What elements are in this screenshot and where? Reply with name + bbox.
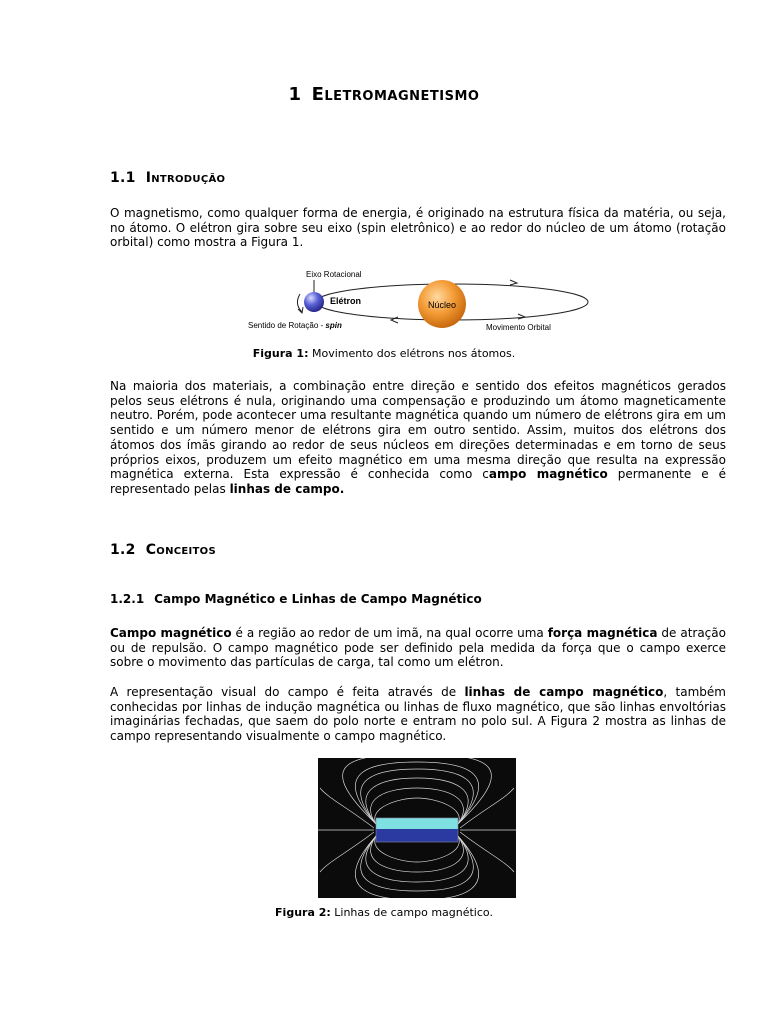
paragraph-text: de atração ou de repulsão. O campo magnético pode ser definido pela medida da força que o campo exerce sobre o movimento das partículas de carga, tal como um elétron. [110,626,726,670]
term-linhas-de-campo: linhas de campo. [229,481,345,496]
electron [304,292,324,312]
rotation-direction-label [248,321,342,330]
figure-2-caption [0,906,768,919]
subsection-title: Campo Magnético e Linhas de Campo Magnético [154,592,482,606]
subsection-number: 1.2.1 [110,592,145,606]
paragraph-text: permanente e é representado pelas [110,467,727,496]
orbit-arrow-top [510,280,517,285]
paragraph-text: , também conhecidas por linhas de indução magnética ou linhas de fluxo magnético, que são linhas envoltórias imaginárias fechadas, que saem do polo norte e entram no polo sul. A Figura 2 mostra as linhas de campo representando visualmente o campo magnético. [110,685,726,744]
chapter-title-text: Eletromagnetismo [311,84,480,105]
section-title: Introdução [145,170,226,186]
section-title: Conceitos [145,542,216,558]
section-heading-introducao [110,170,225,186]
section-number: 1.2 [110,542,136,558]
rotation-direction-text: Sentido de Rotação - [248,321,326,330]
term-linhas-de-campo-magnetico: linhas de campo magnético [464,685,664,699]
axis-label: Eixo Rotacional [306,270,362,279]
paragraph-text: é a região ao redor de um imã, na qual ocorre uma [231,626,548,640]
term-forca-magnetica: força magnética [547,626,658,640]
chapter-number: 1 [288,84,302,105]
section-heading-conceitos [110,542,216,558]
caption-label: Figura 1: [252,347,309,360]
nucleus-label: Núcleo [427,300,457,310]
paragraph-neutral-atom [110,379,726,497]
magnet-bottom-half [376,829,458,842]
magnet-top-half [376,818,458,829]
paragraph-text: A representação visual do campo é feita através de [110,685,465,699]
caption-label: Figura 2: [275,906,331,919]
section-number: 1.1 [110,170,136,186]
subsection-heading [110,592,482,606]
figure-1-electron-orbit [248,266,592,336]
paragraph-campo-magnetico [110,626,726,670]
paragraph-linhas-de-campo [110,685,726,744]
caption-text: Movimento dos elétrons nos átomos. [308,347,516,360]
figure-2-magnetic-field [318,758,516,898]
term-campo-magnetico: ampo magnético [488,467,608,482]
figure-1-caption [0,347,768,360]
electron-label: Elétron [330,296,362,306]
paragraph-text: Na maioria dos materiais, a combinação entre direção e sentido dos efeitos magnéticos gerados pelos seus elétrons é nula, originando uma compensação e produzindo um átomo magneticamente neutro. Porém, pode acontecer uma resultante magnética quando um número de elétrons gira em um sentido e um número menor de elétrons gira em outro sentido. Assim, muitos dos elétrons dos átomos dos ímãs girando ao redor de seus núcleos em direções determinadas e em torno de seus próprios eixos, produzem um efeito magnético em uma mesma direção que resulta na expressão magnética externa. Esta expressão é conhecida como c [110,379,726,482]
term-campo-magnetico: Campo magnético [110,626,232,640]
caption-text: Linhas de campo magnético. [330,906,493,919]
orbital-movement-label: Movimento Orbital [486,323,551,332]
spin-word: spin [325,321,342,330]
orbit-arrow-bottom-right [518,314,525,319]
paragraph-intro: O magnetismo, como qualquer forma de energia, é originado na estrutura física da matéria, ou seja, no átomo. O elétron gira sobre seu eixo (spin eletrônico) e ao redor do núcleo de um átomo (rotação orbital) como mostra a Figura 1. [110,206,726,250]
chapter-title [0,84,768,105]
